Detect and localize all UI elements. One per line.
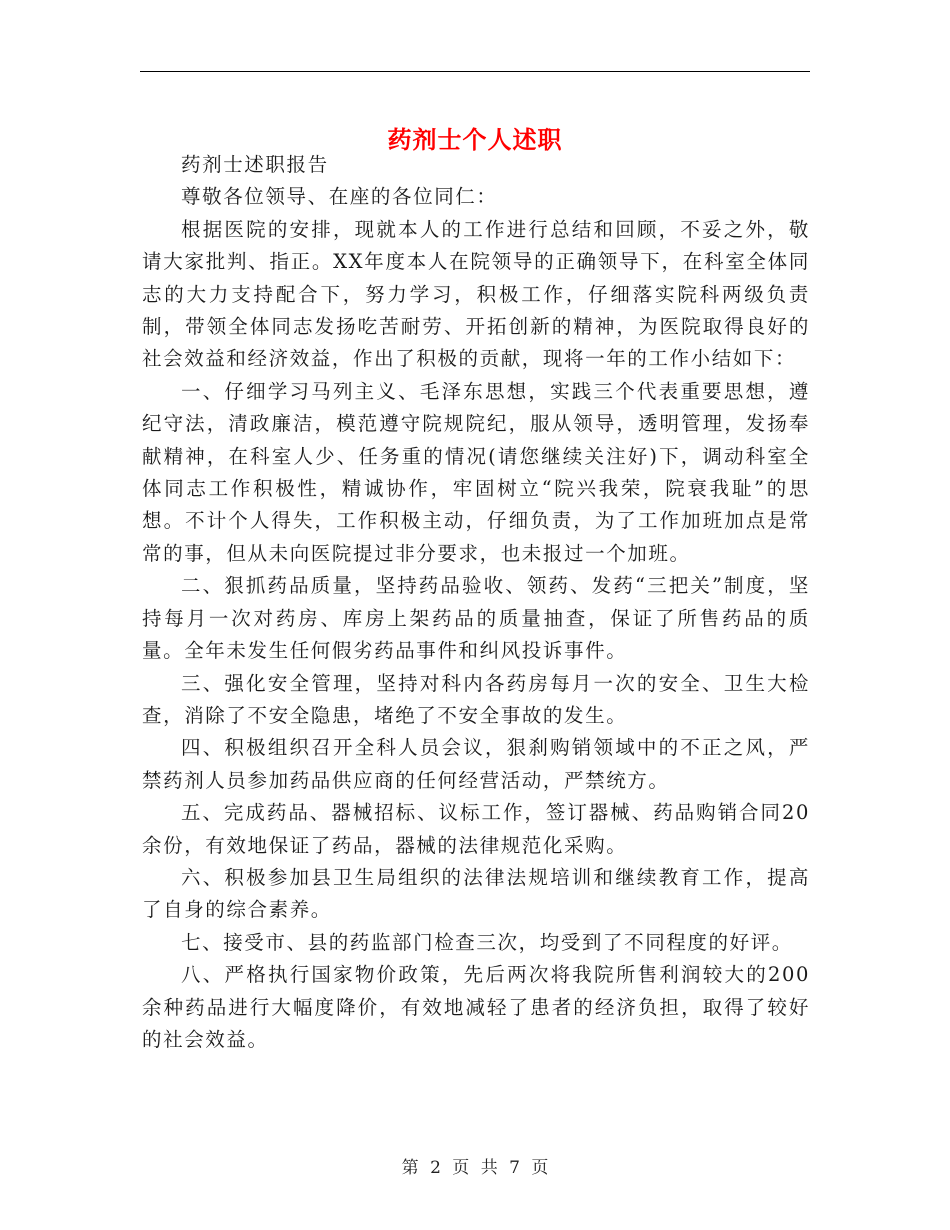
paragraph-item-6: 六、积极参加县卫生局组织的法律法规培训和继续教育工作，提高了自身的综合素养。 bbox=[142, 865, 810, 922]
page-number: 第 2 页 共 7 页 bbox=[401, 1158, 549, 1178]
header-rule bbox=[140, 71, 810, 72]
document-title: 药剂士个人述职 bbox=[387, 125, 563, 155]
paragraph-item-1: 一、仔细学习马列主义、毛泽东思想，实践三个代表重要思想，遵纪守法，清政廉洁，模范遵守院规院纪，服从领导，透明管理，发扬奉献精神，在科室人少、任务重的情况(请您继续关注好)下，调动科室全体同志工作积极性，精诚协作，牢固树立“院兴我荣，院衰我耻”的思想。不计个人得失，工作积极主动，仔细负责，为了工作加班加点是常常的事，但从未向医院提过非分要求，也未报过一个加班。 bbox=[142, 379, 810, 565]
report-heading: 药剂士述职报告 bbox=[181, 153, 329, 176]
paragraph-item-4: 四、积极组织召开全科人员会议，狠刹购销领域中的不正之风，严禁药剂人员参加药品供应商的任何经营活动，严禁统方。 bbox=[142, 736, 810, 792]
salutation: 尊敬各位领导、在座的各位同仁： bbox=[181, 185, 498, 209]
paragraph-item-3: 三、强化安全管理，坚持对科内各药房每月一次的安全、卫生大检查，消除了不安全隐患，堵绝了不安全事故的发生。 bbox=[142, 671, 810, 727]
paragraph-item-5: 五、完成药品、器械招标、议标工作，签订器械、药品购销合同20余份，有效地保证了药品，器械的法律规范化采购。 bbox=[142, 801, 810, 857]
paragraph-item-7: 七、接受市、县的药监部门检查三次，均受到了不同程度的好评。 bbox=[181, 930, 793, 954]
paragraph-item-2: 二、狠抓药品质量，坚持药品验收、领药、发药“三把关”制度，坚持每月一次对药房、库房上架药品的质量抽查，保证了所售药品的质量。全年未发生任何假劣药品事件和纠风投诉事件。 bbox=[142, 574, 810, 663]
paragraph-item-8: 八、严格执行国家物价政策，先后两次将我院所售利润较大的200余种药品进行大幅度降价，有效地减轻了患者的经济负担，取得了较好的社会效益。 bbox=[142, 963, 810, 1051]
intro-paragraph: 根据医院的安排，现就本人的工作进行总结和回顾，不妥之外，敬请大家批判、指正。XX年度本人在院领导的正确领导下，在科室全体同志的大力支持配合下，努力学习，积极工作，仔细落实院科两级负责制，带领全体同志发扬吃苦耐劳、开拓创新的精神，为医院取得良好的社会效益和经济效益，作出了积极的贡献，现将一年的工作小结如下： bbox=[142, 217, 810, 371]
document-body bbox=[142, 149, 810, 1056]
